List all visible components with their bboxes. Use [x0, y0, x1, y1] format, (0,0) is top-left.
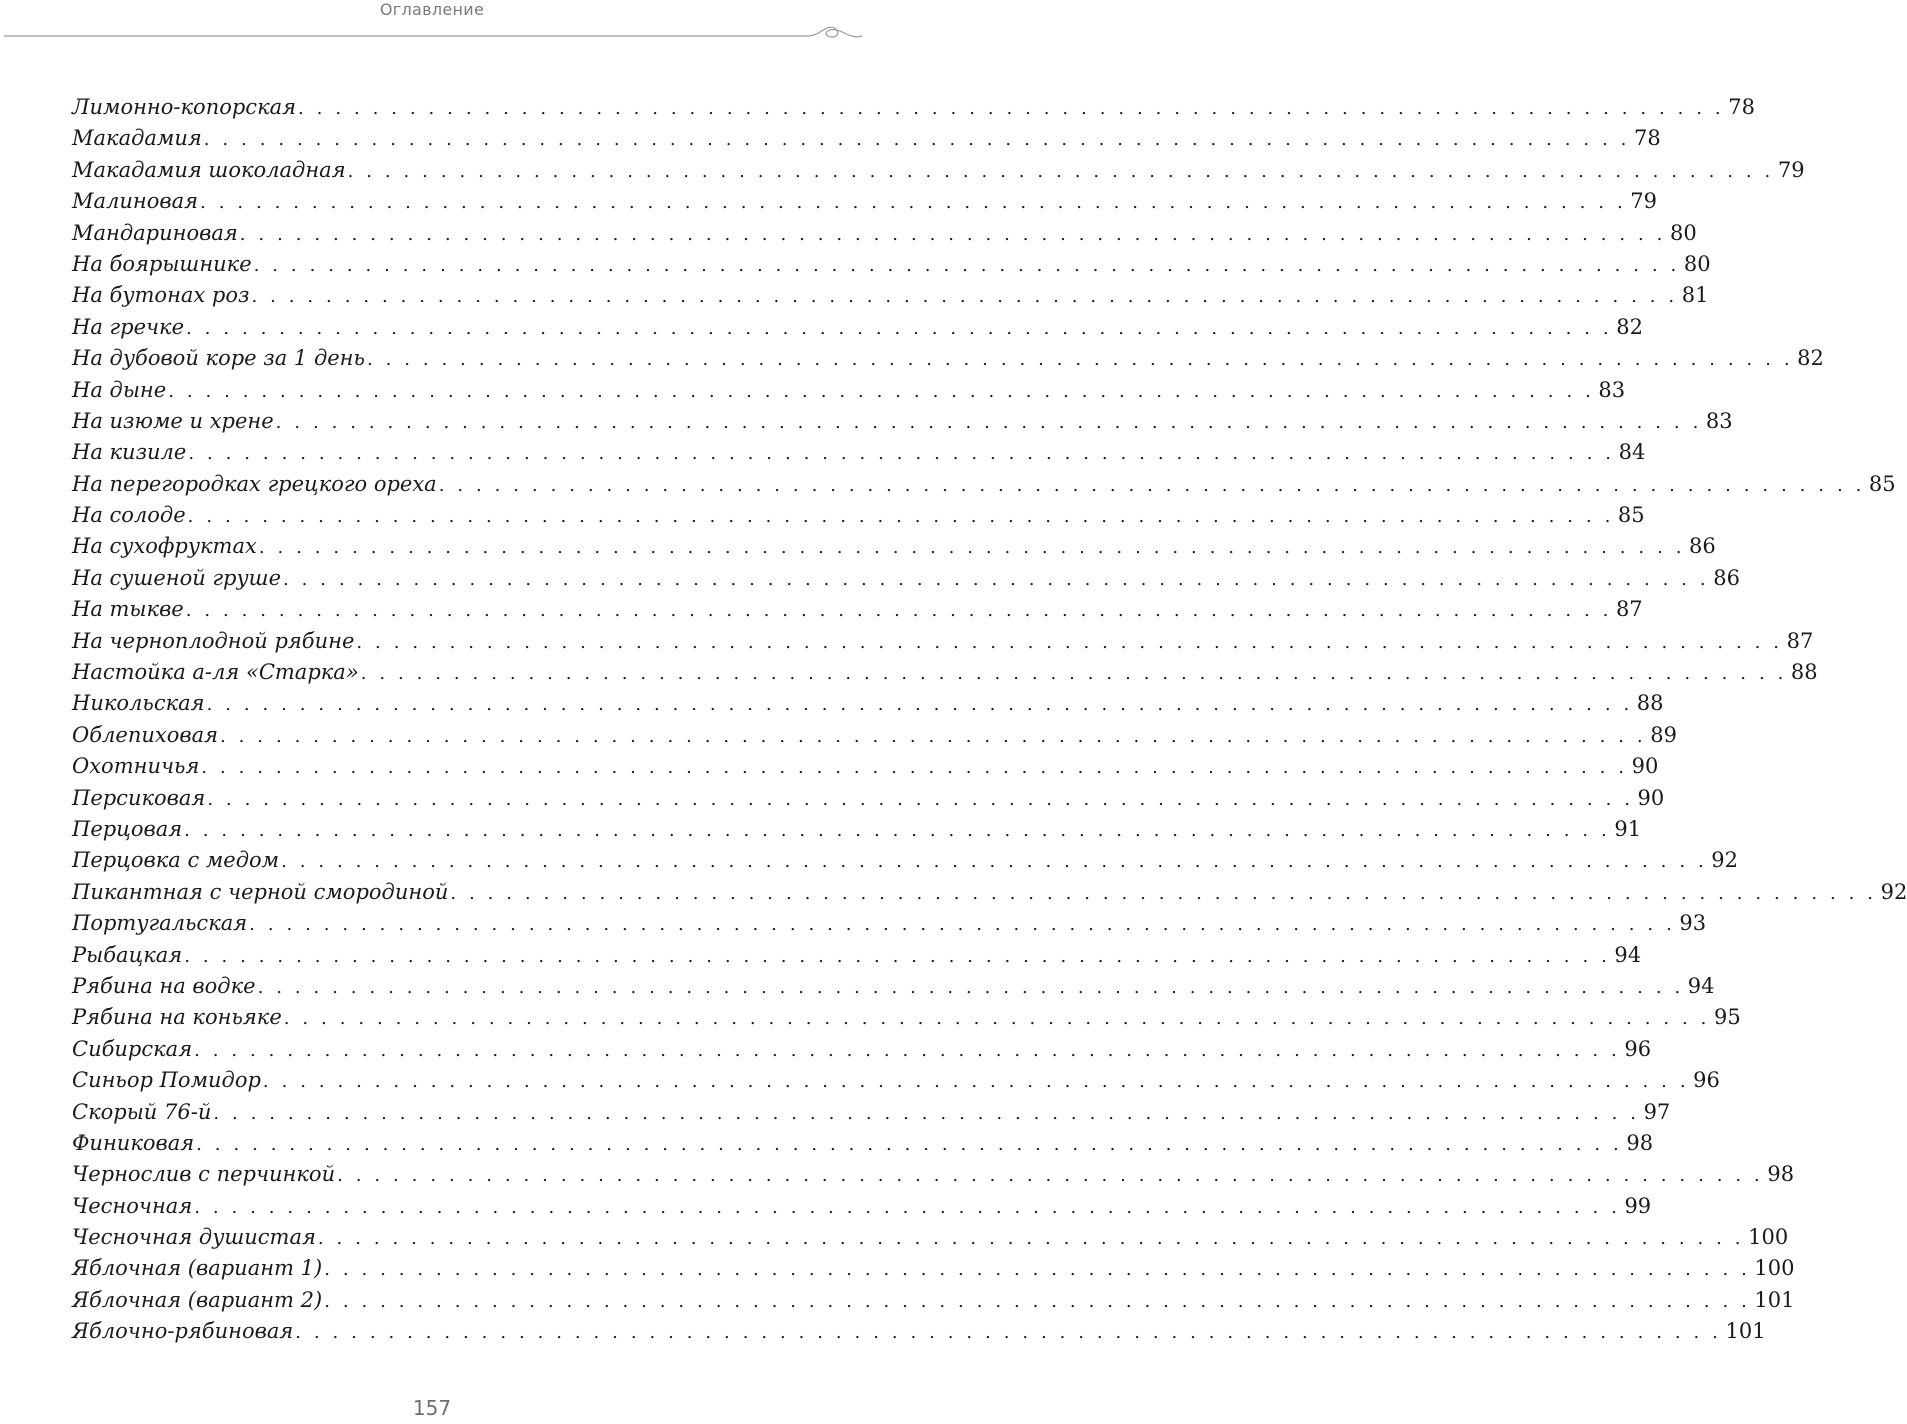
toc-entry[interactable]: [72, 1285, 1795, 1316]
toc-entry-page: 93: [1679, 911, 1707, 936]
toc-entry-title: На бутонах роз: [72, 283, 250, 308]
toc-entry-title: Пикантная с черной смородиной: [72, 879, 449, 904]
dot-leader: . . . . . . . . . . . . . . . . . . . . . . . . . . . . . . . . . . . . . . . . . . . . . . . . . . . . . . . . . . . . . . . . . . . . . . . . . . . . .: [298, 98, 1725, 119]
dot-leader: . . . . . . . . . . . . . . . . . . . . . . . . . . . . . . . . . . . . . . . . . . . . . . . . . . . . . . . . . . . . . . . . . . . . . . . . . . . . .: [356, 631, 1783, 653]
toc-entry-page: 87: [1786, 628, 1814, 653]
toc-entry-page: 92: [1711, 848, 1739, 873]
toc-entry-page: 79: [1630, 189, 1657, 214]
toc-entry[interactable]: [72, 343, 1824, 374]
toc-entry-title: Перцовка с медом: [72, 848, 280, 873]
dot-leader: . . . . . . . . . . . . . . . . . . . . . . . . . . . . . . . . . . . . . . . . . . . . . . . . . . . . . . . . . . . . . . . . . . . . . . . . . . . . .: [258, 537, 1686, 559]
toc-entry[interactable]: [72, 971, 1715, 1002]
toc-entry-title: Никольская: [72, 691, 205, 716]
dot-leader: . . . . . . . . . . . . . . . . . . . . . . . . . . . . . . . . . . . . . . . . . . . . . . . . . . . . . . . . . . . . . . . . . . . . . . . . . . . . .: [184, 945, 1611, 967]
toc-entry-page: 98: [1626, 1130, 1654, 1155]
dot-leader: . . . . . . . . . . . . . . . . . . . . . . . . . . . . . . . . . . . . . . . . . . . . . . . . . . . . . . . . . . . . . . . . . . . . . . . . . . . . .: [438, 474, 1865, 496]
toc-entry-page: 84: [1618, 440, 1646, 465]
dot-leader: . . . . . . . . . . . . . . . . . . . . . . . . . . . . . . . . . . . . . . . . . . . . . . . . . . . . . . . . . . . . . . . . . . . . . . . . . . . . .: [283, 568, 1710, 590]
dot-leader: . . . . . . . . . . . . . . . . . . . . . . . . . . . . . . . . . . . . . . . . . . . . . . . . . . . . . . . . . . . . . . . . . . . . . . . . . . . . .: [360, 663, 1787, 685]
toc-entry[interactable]: [72, 626, 1814, 657]
toc-entry[interactable]: [72, 375, 1626, 406]
toc-entry-title: Мандариновая: [72, 220, 238, 245]
toc-entry[interactable]: [72, 249, 1711, 280]
swirl-flourish-icon: [0, 14, 864, 48]
toc-entry-title: Рыбацкая: [72, 942, 183, 967]
toc-entry-title: На изюме и хрене: [72, 408, 274, 433]
toc-entry[interactable]: [72, 406, 1733, 437]
toc-entry-page: 79: [1777, 157, 1805, 182]
dot-leader: . . . . . . . . . . . . . . . . . . . . . . . . . . . . . . . . . . . . . . . . . . . . . . . . . . . . . . . . . . . . . . . . . . . . . . . . . . . . .: [196, 1133, 1623, 1155]
toc-entry-page: 83: [1705, 408, 1733, 433]
toc-entry-page: 99: [1624, 1193, 1652, 1218]
dot-leader: . . . . . . . . . . . . . . . . . . . . . . . . . . . . . . . . . . . . . . . . . . . . . . . . . . . . . . . . . . . . . . . . . . . . . . . . . . . . .: [262, 1071, 1690, 1093]
toc-entry[interactable]: [72, 720, 1677, 751]
toc-entry-page: 82: [1616, 314, 1643, 339]
toc-entry-title: На перегородках грецкого ореха: [72, 471, 437, 496]
toc-entry[interactable]: [72, 1097, 1671, 1128]
toc-entry[interactable]: [72, 814, 1642, 845]
dot-leader: . . . . . . . . . . . . . . . . . . . . . . . . . . . . . . . . . . . . . . . . . . . . . . . . . . . . . . . . . . . . . . . . . . . . . . . . . . . . .: [324, 1290, 1751, 1312]
dot-leader: . . . . . . . . . . . . . . . . . . . . . . . . . . . . . . . . . . . . . . . . . . . . . . . . . . . . . . . . . . . . . . . . . . . . . . . . . . . . .: [168, 380, 1595, 402]
toc-entry[interactable]: [72, 1222, 1789, 1253]
toc-entry-page: 91: [1614, 816, 1642, 841]
toc-entry[interactable]: [72, 500, 1645, 531]
dot-leader: . . . . . . . . . . . . . . . . . . . . . . . . . . . . . . . . . . . . . . . . . . . . . . . . . . . . . . . . . . . . . . . . . . . . . . . . . . . . .: [184, 819, 1611, 841]
dot-leader: . . . . . . . . . . . . . . . . . . . . . . . . . . . . . . . . . . . . . . . . . . . . . . . . . . . . . . . . . . . . . . . . . . . . . . . . . . . . .: [187, 506, 1614, 528]
toc-entry[interactable]: [72, 688, 1664, 719]
toc-entry-title: Охотничья: [72, 754, 200, 779]
toc-entry-title: Яблочная (вариант 1): [72, 1256, 323, 1281]
toc-entry-page: 80: [1670, 220, 1697, 245]
toc-entry-title: Португальская: [72, 911, 248, 936]
toc-entry[interactable]: [72, 1159, 1795, 1190]
dot-leader: . . . . . . . . . . . . . . . . . . . . . . . . . . . . . . . . . . . . . . . . . . . . . . . . . . . . . . . . . . . . . . . . . . . . . . . . . . . . .: [450, 882, 1877, 904]
toc-entry-page: 95: [1713, 1005, 1741, 1030]
dot-leader: . . . . . . . . . . . . . . . . . . . . . . . . . . . . . . . . . . . . . . . . . . . . . . . . . . . . . . . . . . . . . . . . . . . . . . . . . . . . .: [366, 349, 1794, 371]
toc-entry[interactable]: [72, 1128, 1654, 1159]
toc-entry-title: Макадамия: [72, 126, 202, 151]
dot-leader: . . . . . . . . . . . . . . . . . . . . . . . . . . . . . . . . . . . . . . . . . . . . . . . . . . . . . . . . . . . . . . . . . . . . . . . . . . . . .: [249, 914, 1676, 936]
dot-leader: . . . . . . . . . . . . . . . . . . . . . . . . . . . . . . . . . . . . . . . . . . . . . . . . . . . . . . . . . . . . . . . . . . . . . . . . . . . . .: [347, 160, 1774, 182]
toc-entry-title: На дыне: [72, 377, 167, 402]
toc-entry-page: 86: [1713, 565, 1740, 590]
toc-entry-page: 101: [1754, 1287, 1795, 1312]
toc-entry-title: Персиковая: [72, 785, 206, 810]
dot-leader: . . . . . . . . . . . . . . . . . . . . . . . . . . . . . . . . . . . . . . . . . . . . . . . . . . . . . . . . . . . . . . . . . . . . . . . . . . . . .: [324, 1259, 1751, 1281]
toc-entry-page: 86: [1689, 534, 1716, 559]
dot-leader: . . . . . . . . . . . . . . . . . . . . . . . . . . . . . . . . . . . . . . . . . . . . . . . . . . . . . . . . . . . . . . . . . . . . . . . . . . . . .: [203, 129, 1630, 151]
toc-entry[interactable]: [72, 1065, 1720, 1096]
toc-entry-title: На боярышнике: [72, 251, 252, 276]
toc-entry[interactable]: [72, 1191, 1652, 1222]
toc-entry-page: 85: [1868, 471, 1896, 496]
toc-entry[interactable]: [72, 155, 1805, 186]
dot-leader: . . . . . . . . . . . . . . . . . . . . . . . . . . . . . . . . . . . . . . . . . . . . . . . . . . . . . . . . . . . . . . . . . . . . . . . . . . . . .: [194, 1039, 1621, 1061]
toc-entry-page: 81: [1681, 283, 1709, 308]
toc-entry[interactable]: [72, 940, 1642, 971]
dot-leader: . . . . . . . . . . . . . . . . . . . . . . . . . . . . . . . . . . . . . . . . . . . . . . . . . . . . . . . . . . . . . . . . . . . . . . . . . . . . .: [253, 254, 1680, 276]
toc-entry[interactable]: [72, 1034, 1652, 1065]
toc-entry[interactable]: [72, 657, 1818, 688]
table-of-contents: [72, 92, 1907, 1348]
toc-entry-page: 90: [1637, 785, 1665, 810]
toc-entry-title: Лимонно-копорская: [72, 95, 297, 119]
toc-entry-page: 101: [1725, 1319, 1766, 1344]
toc-entry[interactable]: [72, 783, 1665, 814]
toc-entry-page: 90: [1631, 754, 1659, 779]
toc-entry[interactable]: [72, 1253, 1795, 1284]
toc-entry-title: Чернослив с перчинкой: [72, 1162, 336, 1187]
toc-entry[interactable]: [72, 218, 1697, 249]
toc-entry-title: Синьор Помидор: [72, 1068, 261, 1093]
toc-entry-page: 92: [1880, 879, 1907, 904]
running-title: Оглавление: [379, 0, 485, 19]
toc-entry-page: 96: [1624, 1036, 1652, 1061]
toc-entry-title: На кизиле: [72, 440, 187, 465]
toc-entry[interactable]: [72, 469, 1896, 500]
toc-entry[interactable]: [72, 594, 1643, 625]
toc-entry-title: Рябина на водке: [72, 973, 256, 998]
toc-entry-page: 89: [1650, 722, 1677, 747]
dot-leader: . . . . . . . . . . . . . . . . . . . . . . . . . . . . . . . . . . . . . . . . . . . . . . . . . . . . . . . . . . . . . . . . . . . . . . . . . . . . .: [281, 851, 1708, 873]
toc-entry-page: 83: [1598, 377, 1626, 402]
toc-entry[interactable]: [72, 845, 1739, 876]
toc-entry-title: Яблочно-рябиновая: [72, 1319, 294, 1344]
toc-entry-page: 80: [1683, 251, 1711, 276]
toc-entry[interactable]: [72, 280, 1709, 311]
dot-leader: . . . . . . . . . . . . . . . . . . . . . . . . . . . . . . . . . . . . . . . . . . . . . . . . . . . . . . . . . . . . . . . . . . . . . . . . . . . . .: [337, 1165, 1764, 1187]
toc-entry-page: 94: [1614, 942, 1642, 967]
page-number: 157: [412, 1396, 452, 1420]
dot-leader: . . . . . . . . . . . . . . . . . . . . . . . . . . . . . . . . . . . . . . . . . . . . . . . . . . . . . . . . . . . . . . . . . . . . . . . . . . . . .: [186, 317, 1613, 339]
toc-entry-title: Чесночная: [72, 1193, 193, 1218]
dot-leader: . . . . . . . . . . . . . . . . . . . . . . . . . . . . . . . . . . . . . . . . . . . . . . . . . . . . . . . . . . . . . . . . . . . . . . . . . . . . .: [239, 223, 1666, 245]
toc-entry-title: Яблочная (вариант 2): [72, 1287, 323, 1312]
toc-entry-page: 78: [1633, 126, 1661, 151]
toc-entry-title: На солоде: [72, 503, 186, 528]
toc-entry[interactable]: [72, 437, 1646, 468]
dot-leader: . . . . . . . . . . . . . . . . . . . . . . . . . . . . . . . . . . . . . . . . . . . . . . . . . . . . . . . . . . . . . . . . . . . . . . . . . . . . .: [220, 725, 1647, 747]
dot-leader: . . . . . . . . . . . . . . . . . . . . . . . . . . . . . . . . . . . . . . . . . . . . . . . . . . . . . . . . . . . . . . . . . . . . . . . . . . . . .: [295, 1322, 1722, 1344]
toc-entry[interactable]: [72, 186, 1657, 217]
toc-entry-title: На черноплодной рябине: [72, 628, 355, 653]
toc-entry-title: Сибирская: [72, 1036, 193, 1061]
toc-entry-page: 97: [1643, 1099, 1671, 1124]
toc-entry-title: На гречке: [72, 314, 185, 339]
toc-entry-page: 100: [1754, 1256, 1795, 1281]
toc-entry-title: Настойка а-ля «Старка»: [72, 660, 359, 685]
toc-entry[interactable]: [72, 563, 1740, 594]
dot-leader: . . . . . . . . . . . . . . . . . . . . . . . . . . . . . . . . . . . . . . . . . . . . . . . . . . . . . . . . . . . . . . . . . . . . . . . . . . . . .: [317, 1228, 1745, 1250]
toc-entry[interactable]: [72, 1316, 1766, 1347]
dot-leader: . . . . . . . . . . . . . . . . . . . . . . . . . . . . . . . . . . . . . . . . . . . . . . . . . . . . . . . . . . . . . . . . . . . . . . . . . . . . .: [194, 1196, 1621, 1218]
toc-entry-title: Перцовая: [72, 816, 183, 841]
toc-entry-page: 85: [1617, 503, 1645, 528]
toc-entry-title: На сухофруктах: [72, 534, 257, 559]
dot-leader: . . . . . . . . . . . . . . . . . . . . . . . . . . . . . . . . . . . . . . . . . . . . . . . . . . . . . . . . . . . . . . . . . . . . . . . . . . . . .: [200, 192, 1627, 214]
dot-leader: . . . . . . . . . . . . . . . . . . . . . . . . . . . . . . . . . . . . . . . . . . . . . . . . . . . . . . . . . . . . . . . . . . . . . . . . . . . . .: [251, 286, 1678, 308]
toc-entry[interactable]: [72, 751, 1659, 782]
toc-entry-page: 87: [1615, 597, 1643, 622]
toc-entry-title: На дубовой коре за 1 день: [72, 346, 365, 371]
toc-entry-title: Макадамия шоколадная: [72, 157, 346, 182]
dot-leader: . . . . . . . . . . . . . . . . . . . . . . . . . . . . . . . . . . . . . . . . . . . . . . . . . . . . . . . . . . . . . . . . . . . . . . . . . . . . .: [275, 411, 1702, 433]
toc-entry[interactable]: [72, 123, 1661, 154]
toc-entry-title: Скорый 76-й: [72, 1099, 212, 1124]
running-head: [0, 0, 864, 48]
toc-entry-title: Финиковая: [72, 1130, 195, 1155]
toc-entry-page: 96: [1693, 1068, 1720, 1093]
toc-entry-page: 98: [1767, 1162, 1795, 1187]
dot-leader: . . . . . . . . . . . . . . . . . . . . . . . . . . . . . . . . . . . . . . . . . . . . . . . . . . . . . . . . . . . . . . . . . . . . . . . . . . . . .: [206, 694, 1633, 716]
toc-entry-title: На сушеной груше: [72, 565, 282, 590]
dot-leader: . . . . . . . . . . . . . . . . . . . . . . . . . . . . . . . . . . . . . . . . . . . . . . . . . . . . . . . . . . . . . . . . . . . . . . . . . . . . .: [257, 976, 1684, 998]
toc-entry-title: На тыкве: [72, 597, 184, 622]
toc-entry[interactable]: [72, 1002, 1741, 1033]
dot-leader: . . . . . . . . . . . . . . . . . . . . . . . . . . . . . . . . . . . . . . . . . . . . . . . . . . . . . . . . . . . . . . . . . . . . . . . . . . . . .: [213, 1102, 1640, 1124]
toc-entry-title: Малиновая: [72, 189, 199, 214]
toc-entry-title: Чесночная душистая: [72, 1225, 316, 1250]
toc-entry[interactable]: [72, 908, 1707, 939]
toc-entry[interactable]: [72, 531, 1716, 562]
dot-leader: . . . . . . . . . . . . . . . . . . . . . . . . . . . . . . . . . . . . . . . . . . . . . . . . . . . . . . . . . . . . . . . . . . . . . . . . . . . . .: [188, 443, 1615, 465]
toc-entry-page: 88: [1790, 660, 1818, 685]
toc-entry-title: Рябина на коньяке: [72, 1005, 282, 1030]
toc-entry-page: 88: [1636, 691, 1664, 716]
dot-leader: . . . . . . . . . . . . . . . . . . . . . . . . . . . . . . . . . . . . . . . . . . . . . . . . . . . . . . . . . . . . . . . . . . . . . . . . . . . . .: [185, 600, 1612, 622]
toc-entry[interactable]: [72, 92, 1755, 123]
toc-entry-page: 100: [1748, 1225, 1789, 1250]
dot-leader: . . . . . . . . . . . . . . . . . . . . . . . . . . . . . . . . . . . . . . . . . . . . . . . . . . . . . . . . . . . . . . . . . . . . . . . . . . . . .: [207, 788, 1634, 810]
toc-entry-page: 78: [1728, 95, 1755, 119]
toc-entry-page: 94: [1687, 973, 1715, 998]
toc-entry-page: 82: [1797, 346, 1824, 371]
toc-entry[interactable]: [72, 312, 1643, 343]
dot-leader: . . . . . . . . . . . . . . . . . . . . . . . . . . . . . . . . . . . . . . . . . . . . . . . . . . . . . . . . . . . . . . . . . . . . . . . . . . . . .: [201, 757, 1628, 779]
toc-entry[interactable]: [72, 877, 1907, 908]
dot-leader: . . . . . . . . . . . . . . . . . . . . . . . . . . . . . . . . . . . . . . . . . . . . . . . . . . . . . . . . . . . . . . . . . . . . . . . . . . . . .: [283, 1008, 1710, 1030]
toc-entry-title: Облепиховая: [72, 722, 219, 747]
